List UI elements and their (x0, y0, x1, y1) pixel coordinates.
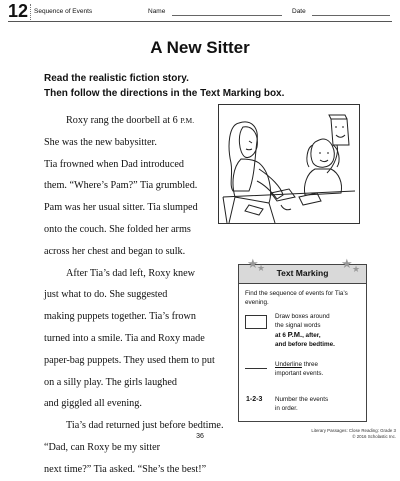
instruction-line: in order. (275, 405, 298, 412)
page-number: 12 (8, 1, 29, 21)
story-line: Pam was her usual sitter. Tia slumped (44, 202, 198, 214)
number-symbol: 1-2-3 (246, 396, 263, 403)
time-abbrev: P.M. (287, 330, 303, 339)
instruction-line (275, 340, 363, 349)
story-line: “Dad, can Roxy be my sitter (44, 441, 160, 453)
story-line: across her chest and began to sulk. (44, 245, 186, 257)
instruction-text-run: at 6 (275, 332, 288, 339)
page-title: A New Sitter (150, 38, 250, 57)
instruction-line-1: Read the realistic fiction story. (44, 73, 189, 84)
star-icon: ★ (352, 264, 361, 274)
text-marking-intro: Find the sequence of events for Tia’s evening. (245, 290, 348, 306)
instruction-line: Number the events (275, 396, 329, 403)
footer-credits (262, 428, 396, 439)
story-line: She was the new babysitter. (44, 136, 157, 148)
time-abbrev: P.M. (180, 116, 195, 125)
instruction-underline (275, 360, 363, 378)
instruction-text-run: and before bedtime. (275, 341, 335, 348)
story-line: just what to do. She suggested (44, 289, 168, 301)
story-line (44, 110, 234, 132)
story-text (44, 110, 234, 481)
story-line: next time?” Tia asked. “She’s the best!” (44, 463, 207, 475)
instruction-text-run: three (301, 361, 319, 368)
footer-line: Literary Passages: Close Reading: Grade 3 (311, 428, 396, 433)
instruction-line: the signal words (275, 322, 321, 329)
text-marking-box (238, 256, 367, 422)
date-label: Date (292, 8, 306, 15)
instruction-number-events (275, 395, 363, 413)
story-line: onto the couch. She folded her arms (44, 223, 191, 235)
star-icon: ★ (257, 263, 266, 273)
box-symbol-icon (245, 315, 267, 329)
story-illustration (218, 104, 360, 224)
star-icon: ★ (341, 256, 353, 271)
instruction-line: Draw boxes around (275, 313, 330, 320)
instruction-draw-boxes (275, 312, 363, 349)
instruction-line (275, 330, 363, 340)
story-line: After Tia’s dad left, Roxy knew (66, 267, 196, 279)
story-line: making puppets together. Tia’s frown (44, 311, 196, 323)
instruction-text-run: Underline (275, 361, 302, 368)
story-line: Tia frowned when Dad introduced (44, 158, 184, 170)
section-label: Sequence of Events (34, 8, 93, 15)
story-line: and giggled all evening. (44, 398, 142, 410)
story-line: them. “Where’s Pam?” Tia grumbled. (44, 180, 198, 192)
underline-symbol-icon (245, 368, 267, 369)
story-line: on a silly play. The girls laughed (44, 376, 177, 388)
girls-making-puppets-illustration (219, 105, 359, 223)
instruction-text-run: , after, (302, 332, 321, 339)
story-line: paper-bag puppets. They used them to put (44, 354, 215, 366)
header-rule (8, 21, 392, 22)
story-line: Tia’s dad returned just before bedtime. (66, 420, 224, 432)
name-field-line[interactable] (172, 15, 282, 16)
date-field-line[interactable] (312, 15, 390, 16)
header-divider (30, 4, 31, 20)
star-icon: ★ (247, 256, 259, 271)
instructions (44, 71, 374, 101)
instruction-line: important events. (275, 370, 324, 377)
story-line: turned into a smile. Tia and Roxy made (44, 332, 205, 344)
text-marking-title: Text Marking (276, 268, 329, 278)
footer-page-number: 36 (196, 433, 204, 440)
name-label: Name (148, 8, 166, 15)
instruction-line-2: Then follow the directions in the Text Marking box. (44, 88, 285, 99)
instruction-line (275, 360, 363, 369)
footer-line: © 2016 Scholastic Inc. (352, 433, 396, 439)
story-text-run: Roxy rang the doorbell at 6 (66, 115, 181, 126)
